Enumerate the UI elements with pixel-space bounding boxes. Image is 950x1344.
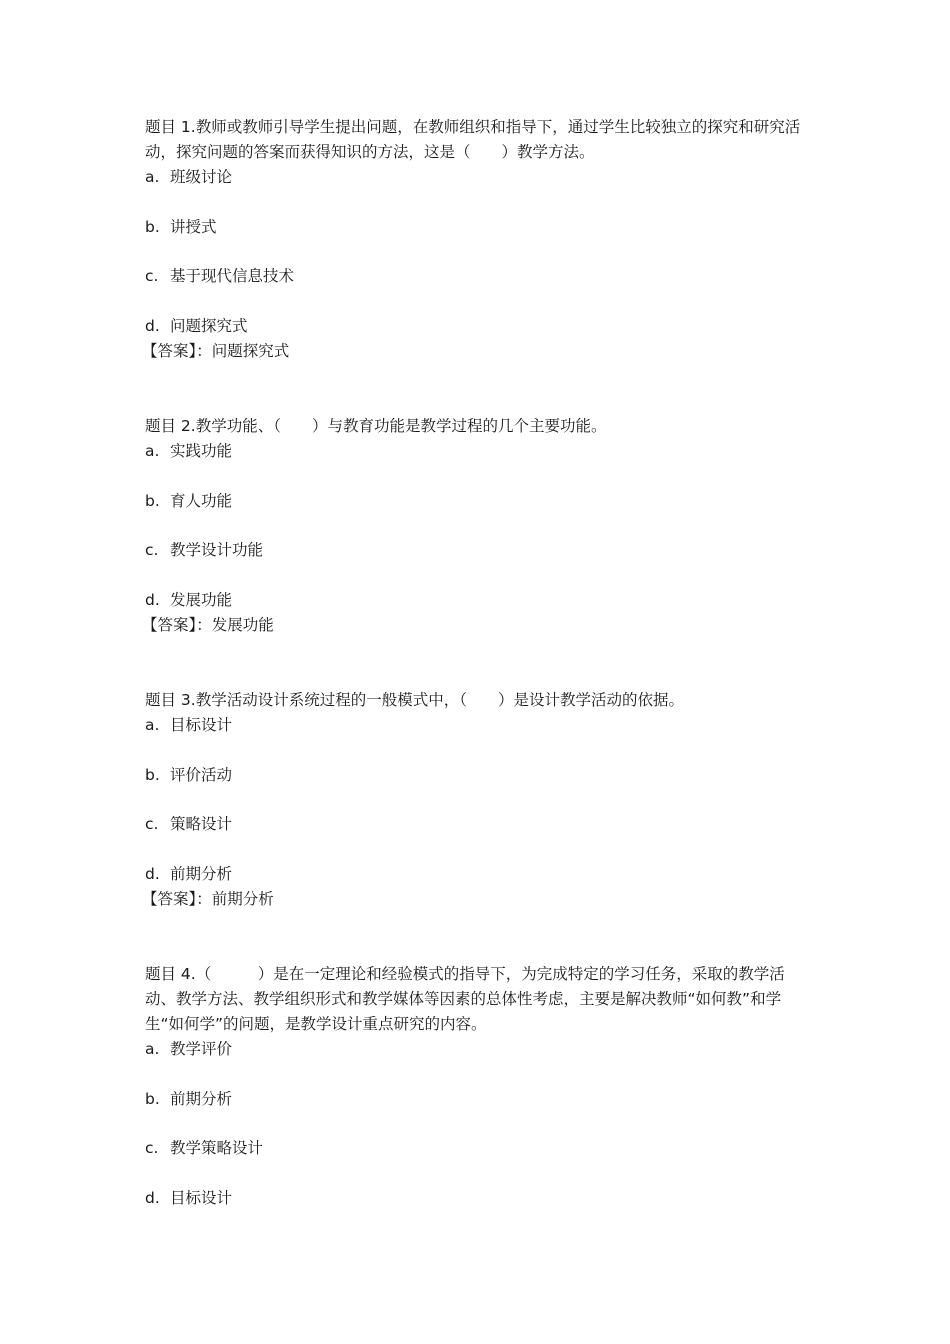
option-b <box>145 1087 815 1112</box>
option-text: 前期分析 <box>169 1089 232 1108</box>
option-letter: d. <box>145 316 160 335</box>
option-text: 育人功能 <box>169 491 232 510</box>
option-a <box>145 439 815 464</box>
option-letter: b. <box>145 1089 160 1108</box>
option-text: 教学设计功能 <box>169 541 263 560</box>
option-c <box>145 264 815 289</box>
option-text: 问题探究式 <box>169 316 248 335</box>
answer-line <box>142 613 815 638</box>
option-letter: a. <box>145 442 160 460</box>
option-text: 教学策略设计 <box>169 1139 263 1158</box>
option-text: 发展功能 <box>169 590 232 609</box>
answer-label: 【答案】： <box>142 889 212 908</box>
option-text: 目标设计 <box>169 1188 232 1207</box>
option-a <box>145 1037 815 1062</box>
option-letter: a. <box>145 1040 160 1058</box>
option-c <box>145 812 815 837</box>
option-d <box>145 588 815 613</box>
answer-label: 【答案】： <box>142 615 212 634</box>
option-d <box>145 862 815 887</box>
answer-label: 【答案】： <box>142 341 212 360</box>
option-text: 基于现代信息技术 <box>169 267 294 286</box>
option-letter: b. <box>145 491 160 510</box>
question-stem: 题目 1.教师或教师引导学生提出问题，在教师组织和指导下，通过学生比较独立的探究和研究活动，探究问题的答案而获得知识的方法，这是（ ）教学方法。 <box>145 118 801 161</box>
option-c <box>145 538 815 563</box>
option-a <box>145 165 815 190</box>
option-text: 目标设计 <box>169 716 232 734</box>
option-text: 讲授式 <box>169 217 217 236</box>
question-1 <box>142 115 815 364</box>
question-stem: 题目 2.教学功能、（ ）与教育功能是教学过程的几个主要功能。 <box>145 417 607 435</box>
option-letter: c. <box>145 541 159 560</box>
option-text: 教学评价 <box>169 1040 232 1058</box>
question-2 <box>142 414 815 638</box>
question-3 <box>142 688 815 912</box>
option-text: 班级讨论 <box>169 168 232 186</box>
answer-text: 发展功能 <box>211 615 274 634</box>
answer-line <box>142 887 815 912</box>
option-letter: d. <box>145 864 160 883</box>
question-stem: 题目 3.教学活动设计系统过程的一般模式中，（ ）是设计教学活动的依据。 <box>145 691 684 709</box>
option-letter: a. <box>145 168 160 186</box>
option-text: 策略设计 <box>169 815 232 834</box>
option-d <box>145 1186 815 1211</box>
answer-text: 问题探究式 <box>211 341 290 360</box>
option-text: 评价活动 <box>169 765 232 784</box>
option-letter: d. <box>145 590 160 609</box>
answer-text: 前期分析 <box>211 889 274 908</box>
option-a <box>145 713 815 738</box>
option-b <box>145 215 815 240</box>
option-letter: b. <box>145 765 160 784</box>
option-letter: b. <box>145 217 160 236</box>
option-letter: a. <box>145 716 160 734</box>
option-d <box>145 314 815 339</box>
answer-line <box>142 339 815 364</box>
option-text: 实践功能 <box>169 442 232 460</box>
option-letter: c. <box>145 267 159 286</box>
question-stem: 题目 4.（ ）是在一定理论和经验模式的指导下，为完成特定的学习任务，采取的教学活动、教学方法、教学组织形式和教学媒体等因素的总体性考虑，主要是解决教师“如何教”和学生“如何学”的问题，是教学设计重点研究的内容。 <box>145 965 785 1033</box>
option-c <box>145 1136 815 1161</box>
question-4 <box>145 962 815 1211</box>
option-b <box>145 763 815 788</box>
option-letter: c. <box>145 815 159 834</box>
option-letter: c. <box>145 1139 159 1158</box>
option-text: 前期分析 <box>169 864 232 883</box>
option-b <box>145 489 815 514</box>
option-letter: d. <box>145 1188 160 1207</box>
